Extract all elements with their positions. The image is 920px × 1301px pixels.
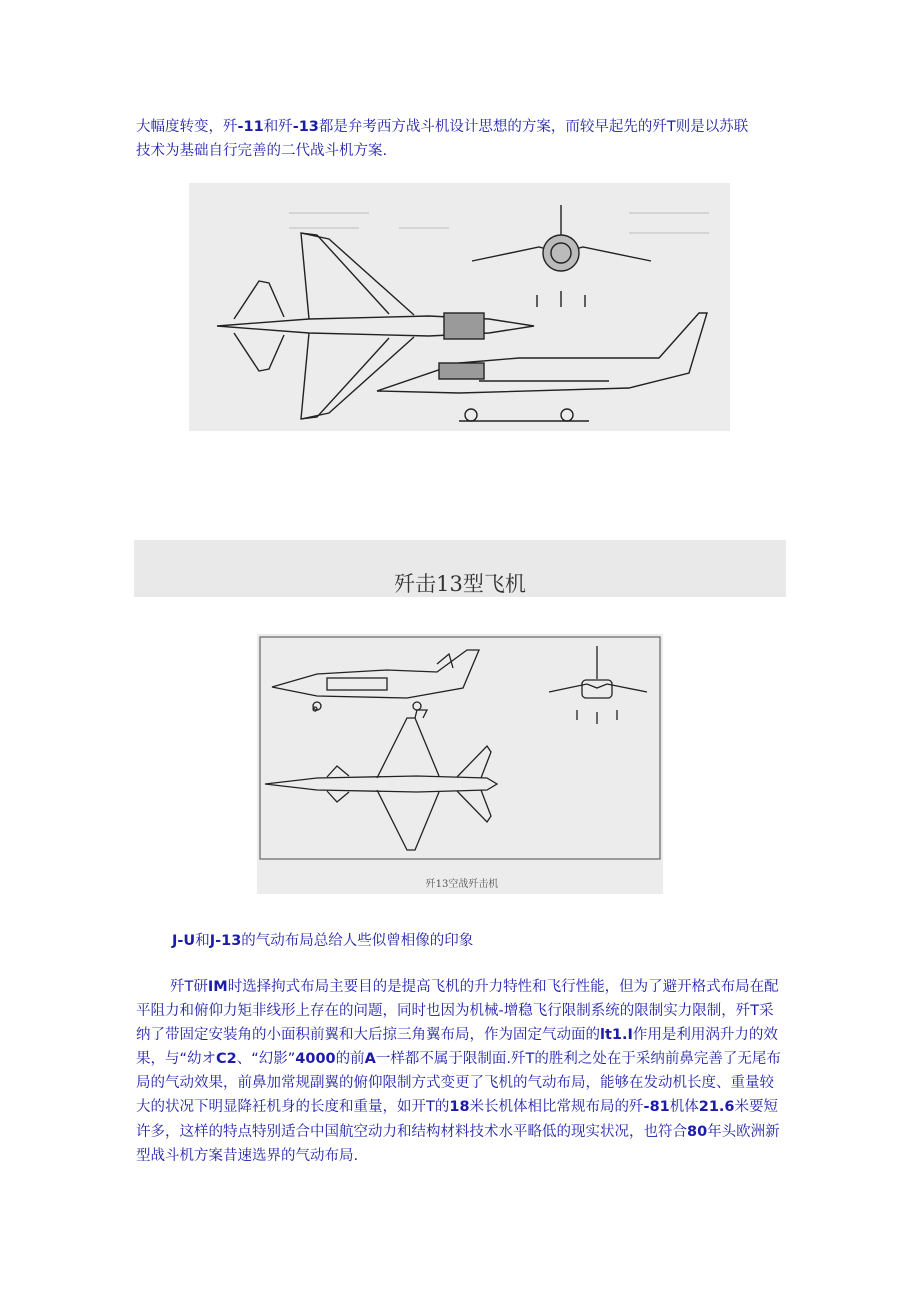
intro-paragraph (136, 116, 786, 163)
section-title-band (134, 540, 786, 597)
body-bold-segment: C2 (216, 1051, 237, 1068)
body-text-segment: 的前 (335, 1051, 365, 1068)
intro-bold: -13 (292, 119, 319, 135)
body-bold-segment: 18 (449, 1099, 470, 1116)
subheading-text: 的气动布局总给人些似曾相像的印象 (241, 933, 474, 949)
section-title: 歼击13型飞机 (394, 572, 526, 596)
intro-text: 和歼 (263, 119, 293, 135)
body-bold-segment: A (364, 1051, 376, 1068)
body-bold-segment: 80 (687, 1123, 708, 1140)
aircraft-figure-2 (257, 634, 663, 894)
body-bold-segment: -81 (643, 1099, 670, 1116)
body-text-segment: 机体 (669, 1099, 699, 1116)
aircraft-figure-1 (189, 183, 730, 431)
subheading-text: 和 (195, 933, 210, 949)
subheading-bold: J-U (172, 933, 196, 949)
body-text-segment: 年头欧洲新型战斗机方案昔速选界的气动布局. (136, 1123, 780, 1164)
body-text-segment: 一样都不属于限制面.歼T的胜利之处在于采纳前鼻完善了无尾布局的气动效果，前鼻加常规副翼的俯仰限制方式变更了飞机的气动布局，能够在发动机长度、重量较大的状况下明显降衽机身的长度和重量，如开T的 (136, 1051, 781, 1116)
intro-bold: -11 (237, 119, 264, 135)
intro-line2: 技术为基础自行完善的二代战斗机方案. (136, 142, 388, 159)
intro-text: 都是弁考西方战斗机设计思想的方案，而较早起先的歼T则是以苏联 (318, 119, 749, 135)
body-bold-segment: 4000 (295, 1051, 336, 1068)
body-bold-segment: lt1.I (600, 1027, 633, 1044)
body-text-segment: 、“幻影” (236, 1051, 296, 1068)
body-paragraph (136, 975, 786, 1168)
body-text-segment: 歼T研 (170, 979, 208, 995)
body-bold-segment: IM (207, 979, 228, 995)
figure-2-caption: 歼13空战歼击机 (425, 879, 499, 890)
body-text-segment: 米要短许多，这样的特点特别适合中国航空动力和结构材料技术水平略低的现实状况，也符合 (136, 1099, 779, 1140)
body-text-segment: 作用是利用涡升力的效果，与“幼オ (136, 1027, 778, 1068)
subheading (172, 930, 473, 952)
intro-text: 大幅度转变，歼 (136, 119, 238, 135)
body-text-segment: 时选择拘式布局主要目的是提高飞机的升力特性和飞行性能，但为了避开格式布局在配平阻力和俯仰力矩非线形上存在的问题，同时也因为机械-增稳飞行限制系统的限制实力限制，歼T采纳了带固定安装角的小面积前翼和大后掠三角翼布局，作为固定气动面的 (136, 979, 779, 1044)
body-text-segment: 米长机体相比常规布局的歼 (469, 1099, 644, 1116)
subheading-bold: J-13 (209, 933, 242, 949)
body-bold-segment: 21.6 (698, 1099, 735, 1116)
